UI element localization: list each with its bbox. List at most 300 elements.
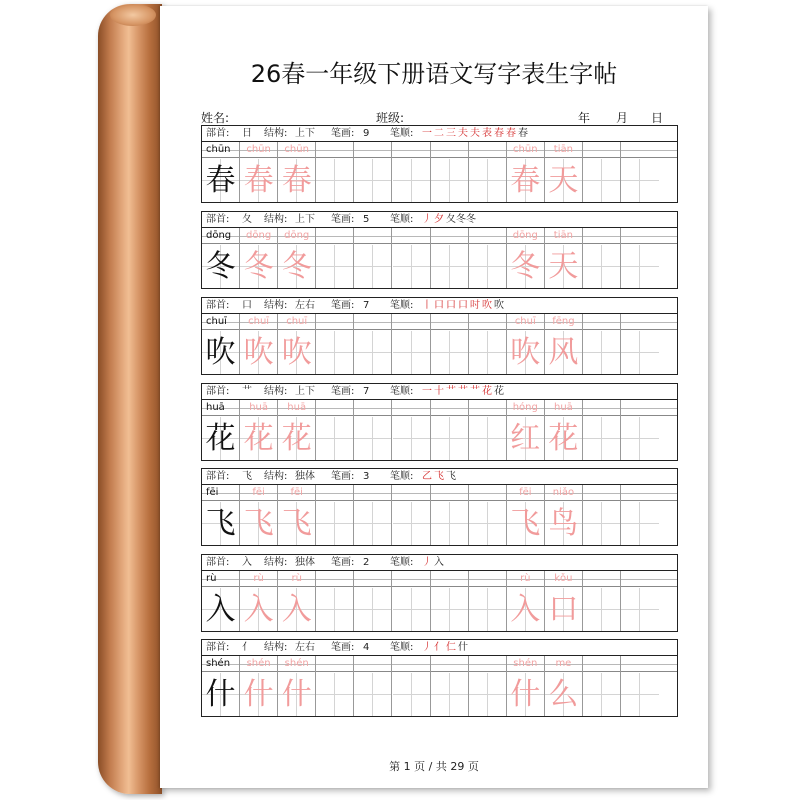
blank-character-slot <box>393 417 430 460</box>
stroke-step: 春 <box>506 128 516 139</box>
stroke-count-label: 笔画: <box>331 557 355 568</box>
blank-pinyin-slot <box>621 656 659 672</box>
trace-character: 春 <box>510 163 541 198</box>
blank-writing-cell[interactable] <box>316 142 354 202</box>
radical-label: 部首: <box>206 642 230 653</box>
stroke-step: 夫 <box>458 128 468 139</box>
blank-pinyin-slot <box>393 228 430 244</box>
blank-pinyin-slot <box>431 142 468 158</box>
trace-character: 花 <box>548 421 579 456</box>
radical-value: 飞 <box>242 471 252 482</box>
blank-pinyin-slot <box>469 314 506 330</box>
blank-pinyin-slot <box>393 571 430 587</box>
month-label: 月 <box>616 111 629 125</box>
blank-writing-cell[interactable] <box>316 656 354 716</box>
blank-writing-cell[interactable] <box>316 485 354 545</box>
blank-pinyin-slot <box>469 656 506 672</box>
blank-character-slot <box>393 331 430 374</box>
blank-character-slot <box>469 417 506 460</box>
stroke-step: 夕 <box>434 214 444 225</box>
trace-pinyin: chuī <box>286 316 308 327</box>
radical-value: 口 <box>242 300 252 311</box>
blank-writing-cell[interactable] <box>469 142 507 202</box>
stroke-step: 春 <box>494 128 504 139</box>
blank-character-slot <box>354 588 391 631</box>
blank-writing-cell[interactable] <box>469 656 507 716</box>
character-info-row <box>201 297 678 313</box>
trace-cell[interactable] <box>240 314 278 374</box>
blank-writing-cell[interactable] <box>316 571 354 631</box>
class-label: 班级: <box>376 111 405 125</box>
blank-pinyin-slot <box>621 400 659 416</box>
character-info-row <box>201 211 678 227</box>
character-block <box>201 211 678 290</box>
blank-pinyin-slot <box>316 314 353 330</box>
blank-character-slot <box>431 588 468 631</box>
trace-character: 红 <box>510 421 541 456</box>
trace-pinyin: me <box>555 658 572 669</box>
practice-grid <box>201 570 678 632</box>
stroke-order-sequence <box>422 126 528 141</box>
trace-pinyin: tiān <box>553 144 573 155</box>
blank-pinyin-slot <box>316 228 353 244</box>
trace-pinyin: dōng <box>512 230 538 241</box>
blank-pinyin-slot <box>583 656 620 672</box>
blank-writing-cell[interactable] <box>316 228 354 288</box>
trace-cell[interactable] <box>278 656 316 716</box>
blank-pinyin-slot <box>583 228 620 244</box>
trace-cell[interactable] <box>278 571 316 631</box>
stroke-step-final: 夂冬冬 <box>446 214 476 225</box>
character-info-row <box>201 383 678 399</box>
trace-cell[interactable] <box>240 142 278 202</box>
trace-pinyin: chūn <box>246 144 271 155</box>
blank-pinyin-slot <box>316 400 353 416</box>
stroke-count-label: 笔画: <box>331 642 355 653</box>
blank-writing-cell[interactable] <box>583 314 621 374</box>
stroke-count-value: 5 <box>363 214 370 225</box>
blank-writing-cell[interactable] <box>469 228 507 288</box>
blank-character-slot <box>469 588 506 631</box>
model-character: 吹 <box>205 335 236 370</box>
blank-character-slot <box>316 245 353 288</box>
character-info-row <box>201 639 678 655</box>
stroke-order-label: 笔顺: <box>390 386 414 397</box>
trace-pinyin: hóng <box>512 402 538 413</box>
stroke-step: 艹 <box>470 386 480 397</box>
blank-pinyin-slot <box>431 571 468 587</box>
radical-label: 部首: <box>206 471 230 482</box>
trace-character: 入 <box>510 592 541 627</box>
blank-writing-cell[interactable] <box>316 314 354 374</box>
blank-pinyin-slot <box>583 400 620 416</box>
model-pinyin: huā <box>206 402 225 413</box>
stroke-step-final: 花 <box>494 386 504 397</box>
blank-writing-cell[interactable] <box>621 485 659 545</box>
trace-pinyin: shén <box>284 658 309 669</box>
trace-cell[interactable] <box>507 485 545 545</box>
practice-grid <box>201 655 678 717</box>
blank-writing-cell[interactable] <box>469 571 507 631</box>
trace-character: 花 <box>281 421 312 456</box>
radical-label: 部首: <box>206 557 230 568</box>
trace-cell[interactable] <box>278 314 316 374</box>
blank-character-slot <box>354 245 391 288</box>
stroke-order-sequence <box>422 640 468 655</box>
character-info-row <box>201 468 678 484</box>
blank-pinyin-slot <box>431 400 468 416</box>
blank-writing-cell[interactable] <box>621 656 659 716</box>
stroke-order-sequence <box>422 298 504 313</box>
radical-value: 入 <box>242 557 252 568</box>
trace-cell[interactable] <box>240 656 278 716</box>
trace-cell[interactable] <box>545 571 583 631</box>
trace-cell[interactable] <box>278 228 316 288</box>
trace-pinyin: rù <box>520 573 531 584</box>
blank-character-slot <box>316 417 353 460</box>
stroke-step: 三 <box>446 128 456 139</box>
model-character-cell[interactable] <box>202 400 240 460</box>
stroke-step: 吋 <box>470 300 480 311</box>
blank-character-slot <box>583 331 620 374</box>
blank-writing-cell[interactable] <box>583 485 621 545</box>
blank-pinyin-slot <box>393 485 430 501</box>
blank-writing-cell[interactable] <box>393 656 431 716</box>
blank-pinyin-slot <box>583 485 620 501</box>
blank-writing-cell[interactable] <box>621 571 659 631</box>
stroke-step: 夫 <box>470 128 480 139</box>
practice-grid <box>201 484 678 546</box>
blank-pinyin-slot <box>621 571 659 587</box>
blank-writing-cell[interactable] <box>393 485 431 545</box>
blank-character-slot <box>316 331 353 374</box>
stroke-step-final: 飞 <box>446 471 456 482</box>
trace-cell[interactable] <box>545 400 583 460</box>
blank-writing-cell[interactable] <box>621 314 659 374</box>
blank-writing-cell[interactable] <box>354 485 392 545</box>
blank-pinyin-slot <box>354 571 391 587</box>
stroke-order-sequence <box>422 555 444 570</box>
trace-cell[interactable] <box>507 656 545 716</box>
trace-pinyin: shén <box>246 658 271 669</box>
trace-character: 什 <box>281 677 312 712</box>
blank-character-slot <box>431 502 468 545</box>
blank-character-slot <box>469 159 506 202</box>
blank-pinyin-slot <box>621 228 659 244</box>
blank-writing-cell[interactable] <box>431 400 469 460</box>
model-character-cell[interactable] <box>202 571 240 631</box>
stroke-count-label: 笔画: <box>331 300 355 311</box>
stroke-step: 乙 <box>422 471 432 482</box>
stroke-order-sequence <box>422 384 504 399</box>
worksheet-page <box>160 6 708 788</box>
model-pinyin: chūn <box>206 144 231 155</box>
trace-character: 花 <box>243 421 274 456</box>
stroke-count-value: 7 <box>363 300 370 311</box>
trace-cell[interactable] <box>240 485 278 545</box>
blank-writing-cell[interactable] <box>583 571 621 631</box>
stroke-step: 丨 <box>422 300 432 311</box>
character-block <box>201 297 678 376</box>
blank-character-slot <box>469 673 506 716</box>
trace-cell[interactable] <box>278 485 316 545</box>
trace-cell[interactable] <box>545 485 583 545</box>
blank-character-slot <box>621 331 659 374</box>
stroke-order-label: 笔顺: <box>390 557 414 568</box>
structure-value: 上下 <box>295 128 315 139</box>
trace-cell[interactable] <box>507 142 545 202</box>
trace-cell[interactable] <box>507 400 545 460</box>
blank-writing-cell[interactable] <box>354 571 392 631</box>
trace-pinyin: fēi <box>290 487 303 498</box>
trace-character: 飞 <box>243 506 274 541</box>
notebook-spine-top <box>110 4 156 26</box>
blank-writing-cell[interactable] <box>431 571 469 631</box>
blank-writing-cell[interactable] <box>354 314 392 374</box>
stroke-step: 艹 <box>458 386 468 397</box>
blank-writing-cell[interactable] <box>621 142 659 202</box>
blank-writing-cell[interactable] <box>469 400 507 460</box>
trace-cell[interactable] <box>240 228 278 288</box>
blank-writing-cell[interactable] <box>583 656 621 716</box>
structure-label: 结构: <box>264 557 288 568</box>
stroke-step: 口 <box>446 300 456 311</box>
blank-character-slot <box>621 502 659 545</box>
structure-value: 独体 <box>295 557 315 568</box>
stroke-count-value: 3 <box>363 471 370 482</box>
trace-cell[interactable] <box>278 400 316 460</box>
stroke-step: 丿 <box>422 642 432 653</box>
practice-grid <box>201 313 678 375</box>
blank-character-slot <box>316 588 353 631</box>
practice-grid <box>201 399 678 461</box>
model-character-cell[interactable] <box>202 228 240 288</box>
trace-pinyin: huā <box>287 402 307 413</box>
model-pinyin: rù <box>206 573 217 584</box>
year-label: 年 <box>578 111 591 125</box>
trace-character: 什 <box>510 677 541 712</box>
character-block <box>201 639 678 718</box>
blank-character-slot <box>316 502 353 545</box>
stroke-step: 丿 <box>422 557 432 568</box>
blank-pinyin-slot <box>354 314 391 330</box>
stroke-step: 丿 <box>422 214 432 225</box>
blank-writing-cell[interactable] <box>583 142 621 202</box>
trace-cell[interactable] <box>545 142 583 202</box>
trace-character: 风 <box>548 335 579 370</box>
blank-character-slot <box>393 588 430 631</box>
model-character: 飞 <box>205 506 236 541</box>
structure-value: 左右 <box>295 300 315 311</box>
model-character: 入 <box>205 592 236 627</box>
blank-character-slot <box>354 417 391 460</box>
stroke-step: 一 <box>422 128 432 139</box>
stroke-step: 表 <box>482 128 492 139</box>
blank-writing-cell[interactable] <box>393 571 431 631</box>
trace-pinyin: huā <box>553 402 573 413</box>
trace-character: 天 <box>548 249 579 284</box>
stroke-order-sequence <box>422 469 456 484</box>
model-character: 花 <box>205 421 236 456</box>
stroke-step: 艹 <box>446 386 456 397</box>
blank-pinyin-slot <box>316 142 353 158</box>
stroke-step: 口 <box>434 300 444 311</box>
blank-pinyin-slot <box>431 228 468 244</box>
blank-writing-cell[interactable] <box>583 400 621 460</box>
character-info-row <box>201 554 678 570</box>
blank-pinyin-slot <box>316 571 353 587</box>
blank-pinyin-slot <box>354 142 391 158</box>
stroke-order-label: 笔顺: <box>390 642 414 653</box>
stroke-step: 一 <box>422 386 432 397</box>
blank-pinyin-slot <box>393 314 430 330</box>
blank-character-slot <box>431 159 468 202</box>
blank-writing-cell[interactable] <box>431 314 469 374</box>
blank-writing-cell[interactable] <box>431 228 469 288</box>
model-character-cell[interactable] <box>202 314 240 374</box>
notebook-spine <box>98 4 162 794</box>
trace-cell[interactable] <box>545 656 583 716</box>
blank-character-slot <box>431 673 468 716</box>
stroke-order-label: 笔顺: <box>390 214 414 225</box>
model-character-cell[interactable] <box>202 656 240 716</box>
model-character-cell[interactable] <box>202 142 240 202</box>
trace-character: 入 <box>281 592 312 627</box>
trace-character: 飞 <box>281 506 312 541</box>
trace-cell[interactable] <box>507 571 545 631</box>
blank-writing-cell[interactable] <box>316 400 354 460</box>
blank-writing-cell[interactable] <box>354 142 392 202</box>
trace-character: 鸟 <box>548 506 579 541</box>
model-pinyin: shén <box>206 658 231 669</box>
radical-label: 部首: <box>206 300 230 311</box>
blank-pinyin-slot <box>621 485 659 501</box>
blank-character-slot <box>469 502 506 545</box>
structure-label: 结构: <box>264 471 288 482</box>
practice-grid <box>201 141 678 203</box>
stroke-step: 十 <box>434 386 444 397</box>
trace-character: 吹 <box>510 335 541 370</box>
trace-pinyin: dōng <box>246 230 272 241</box>
structure-value: 左右 <box>295 642 315 653</box>
blank-pinyin-slot <box>354 485 391 501</box>
trace-pinyin: rù <box>291 573 302 584</box>
trace-cell[interactable] <box>240 571 278 631</box>
blank-pinyin-slot <box>583 142 620 158</box>
trace-character: 飞 <box>510 506 541 541</box>
blank-character-slot <box>583 673 620 716</box>
blank-pinyin-slot <box>393 656 430 672</box>
trace-cell[interactable] <box>240 400 278 460</box>
trace-pinyin: chūn <box>513 144 538 155</box>
trace-cell[interactable] <box>507 314 545 374</box>
stroke-count-value: 9 <box>363 128 370 139</box>
radical-value: 夂 <box>242 214 252 225</box>
blank-pinyin-slot <box>469 400 506 416</box>
blank-writing-cell[interactable] <box>354 400 392 460</box>
blank-character-slot <box>583 417 620 460</box>
blank-writing-cell[interactable] <box>431 485 469 545</box>
blank-character-slot <box>583 502 620 545</box>
character-info-row <box>201 125 678 141</box>
blank-writing-cell[interactable] <box>393 400 431 460</box>
trace-cell[interactable] <box>507 228 545 288</box>
trace-pinyin: kǒu <box>554 573 573 584</box>
stroke-count-label: 笔画: <box>331 471 355 482</box>
blank-writing-cell[interactable] <box>393 142 431 202</box>
day-label: 日 <box>651 111 664 125</box>
structure-value: 上下 <box>295 214 315 225</box>
model-character: 什 <box>205 677 236 712</box>
stroke-step: 二 <box>434 128 444 139</box>
blank-character-slot <box>431 245 468 288</box>
character-block <box>201 383 678 462</box>
blank-writing-cell[interactable] <box>469 314 507 374</box>
blank-writing-cell[interactable] <box>469 485 507 545</box>
trace-cell[interactable] <box>545 228 583 288</box>
blank-pinyin-slot <box>469 571 506 587</box>
blank-writing-cell[interactable] <box>583 228 621 288</box>
structure-label: 结构: <box>264 214 288 225</box>
blank-pinyin-slot <box>316 656 353 672</box>
radical-label: 部首: <box>206 386 230 397</box>
blank-pinyin-slot <box>354 656 391 672</box>
blank-writing-cell[interactable] <box>354 656 392 716</box>
blank-character-slot <box>469 245 506 288</box>
page-footer: 第 1 页 / 共 29 页 <box>389 760 479 773</box>
blank-pinyin-slot <box>431 656 468 672</box>
trace-pinyin: niǎo <box>552 487 575 498</box>
trace-pinyin: fēi <box>252 487 265 498</box>
blank-writing-cell[interactable] <box>621 400 659 460</box>
practice-grid <box>201 227 678 289</box>
stroke-step: 亻 <box>434 642 444 653</box>
stroke-count-value: 4 <box>363 642 370 653</box>
model-character-cell[interactable] <box>202 485 240 545</box>
blank-pinyin-slot <box>354 400 391 416</box>
blank-character-slot <box>393 245 430 288</box>
blank-character-slot <box>621 417 659 460</box>
blank-character-slot <box>393 159 430 202</box>
blank-character-slot <box>393 673 430 716</box>
trace-character: 冬 <box>243 249 274 284</box>
model-character: 冬 <box>205 249 236 284</box>
character-block <box>201 468 678 547</box>
trace-character: 春 <box>243 163 274 198</box>
blank-writing-cell[interactable] <box>431 142 469 202</box>
trace-pinyin: rù <box>253 573 264 584</box>
trace-pinyin: chuī <box>248 316 270 327</box>
blank-writing-cell[interactable] <box>393 314 431 374</box>
trace-pinyin: huā <box>249 402 268 413</box>
radical-label: 部首: <box>206 214 230 225</box>
blank-writing-cell[interactable] <box>354 228 392 288</box>
page-title: 26春一年级下册语文写字表生字帖 <box>250 60 618 88</box>
trace-cell[interactable] <box>278 142 316 202</box>
character-block <box>201 125 678 204</box>
name-label: 姓名: <box>201 111 230 125</box>
blank-writing-cell[interactable] <box>431 656 469 716</box>
blank-writing-cell[interactable] <box>621 228 659 288</box>
blank-character-slot <box>583 159 620 202</box>
stroke-step: 仁 <box>446 642 456 653</box>
trace-character: 什 <box>243 677 274 712</box>
blank-character-slot <box>393 502 430 545</box>
trace-pinyin: chūn <box>284 144 309 155</box>
blank-writing-cell[interactable] <box>393 228 431 288</box>
trace-cell[interactable] <box>545 314 583 374</box>
blank-character-slot <box>354 673 391 716</box>
